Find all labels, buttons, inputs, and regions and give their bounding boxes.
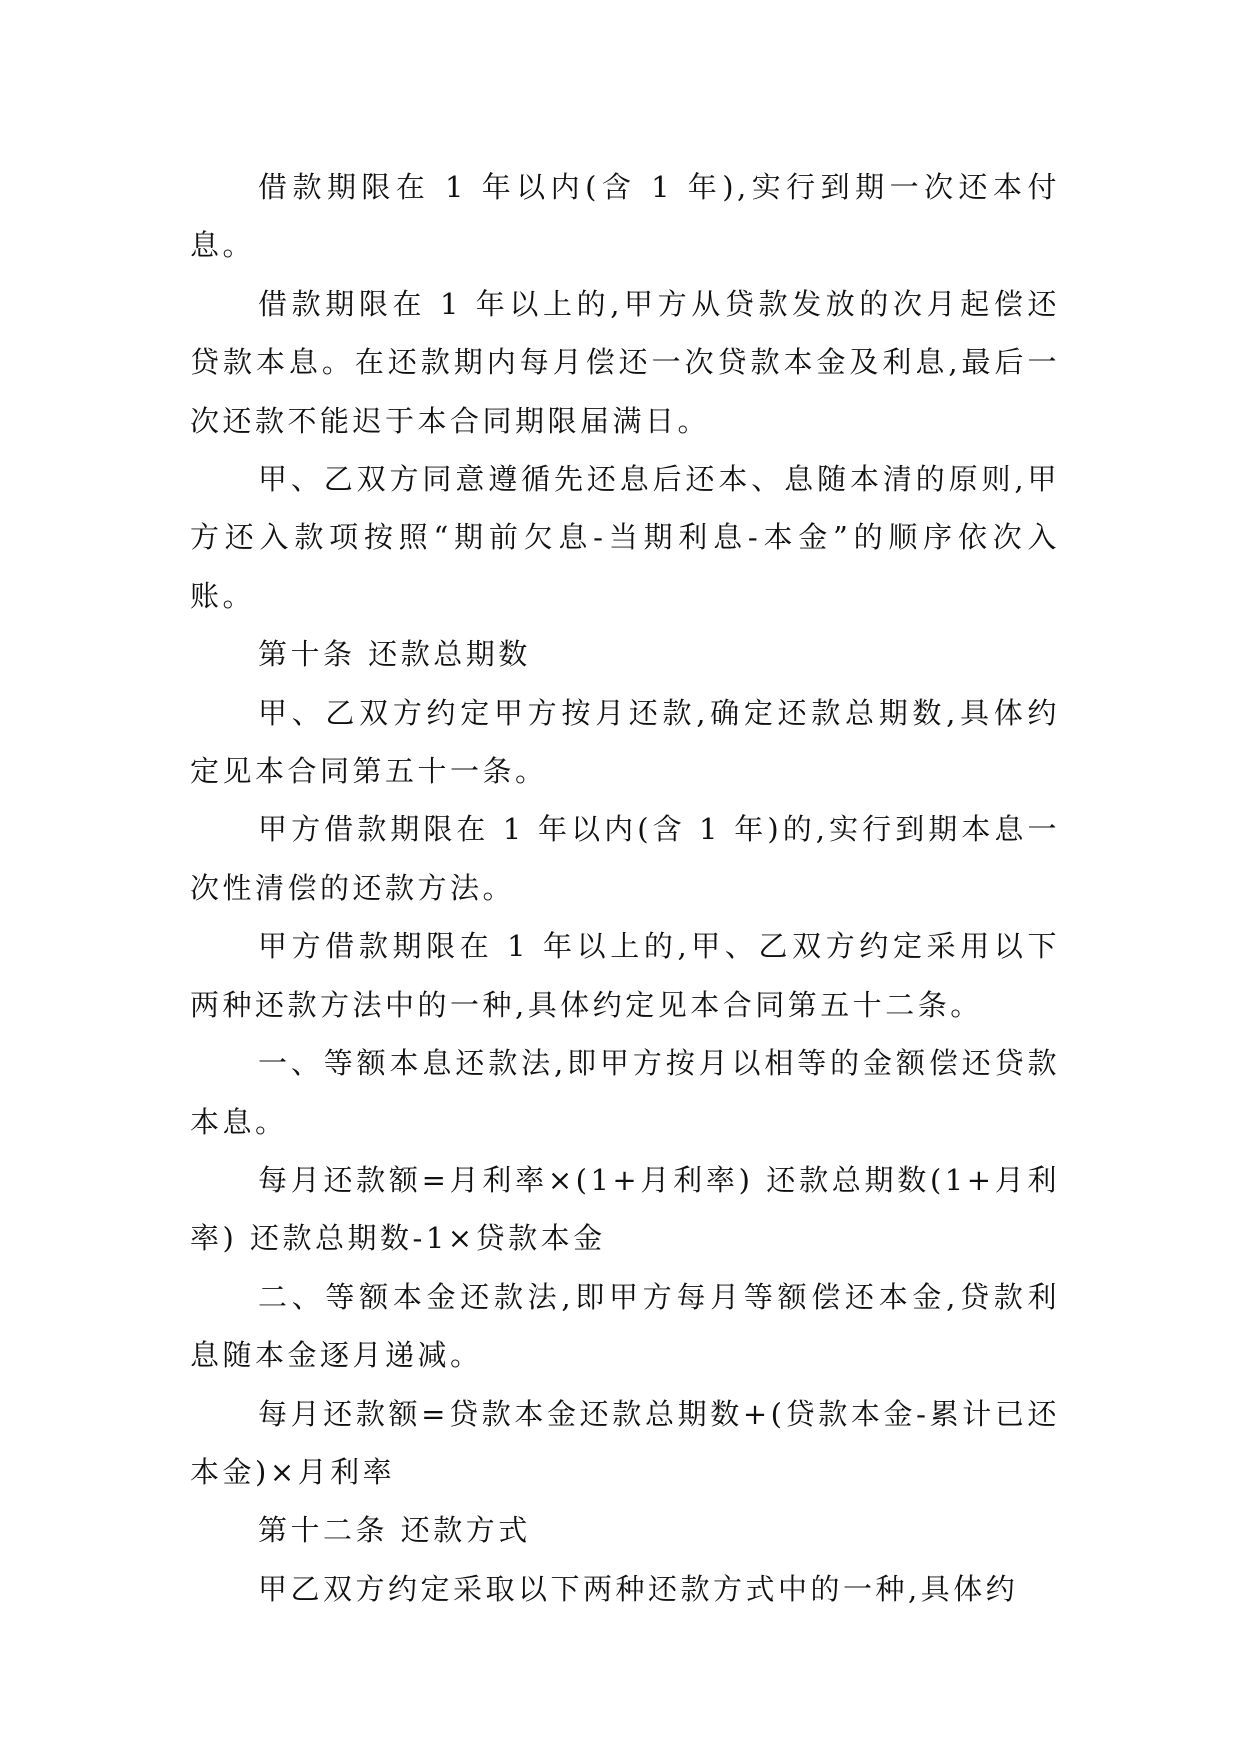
paragraph-one-time-settlement: 甲方借款期限在 1 年以内(含 1 年)的,实行到期本息一次性清偿的还款方法。 xyxy=(190,812,1060,905)
formula-equal-installment: 每月还款额=月利率×(1+月利率) 还款总期数(1+月利率) 还款总期数-1×贷款本金 xyxy=(190,1162,1060,1256)
formula-equal-principal: 每月还款额=贷款本金还款总期数+(贷款本金-累计已还本金)×月利率 xyxy=(190,1396,1060,1489)
paragraph-two-repayment-methods: 甲方借款期限在 1 年以上的,甲、乙双方约定采用以下两种还款方法中的一种,具体约定见本合同第五十二条。 xyxy=(190,929,1060,1022)
paragraph-repayment-order-principle: 甲、乙双方同意遵循先还息后还本、息随本清的原则,甲方还入款项按照“期前欠息-当期利息-本金”的顺序依次入账。 xyxy=(190,462,1061,613)
paragraph-repayment-over-one-year: 借款期限在 1 年以上的,甲方从贷款发放的次月起偿还贷款本息。在还款期内每月偿还一次贷款本金及利息,最后一次还款不能迟于本合同期限届满日。 xyxy=(190,286,1060,438)
paragraph-equal-principal-method: 二、等额本金还款法,即甲方每月等额偿还本金,贷款利息随本金逐月递减。 xyxy=(190,1279,1060,1373)
paragraph-monthly-installments: 甲、乙双方约定甲方按月还款,确定还款总期数,具体约定见本合同第五十一条。 xyxy=(190,695,1060,789)
paragraph-repayment-modes: 甲乙双方约定采取以下两种还款方式中的一种,具体约 xyxy=(258,1571,1019,1606)
document-body xyxy=(190,158,1060,1618)
heading-article-twelve: 第十二条 还款方式 xyxy=(258,1513,531,1548)
paragraph-equal-installment-method: 一、等额本息还款法,即甲方按月以相等的金额偿还贷款本息。 xyxy=(190,1046,1060,1139)
heading-article-ten: 第十条 还款总期数 xyxy=(258,637,531,672)
paragraph-repayment-within-one-year: 借款期限在 1 年以内(含 1 年),实行到期一次还本付息。 xyxy=(190,170,1060,263)
